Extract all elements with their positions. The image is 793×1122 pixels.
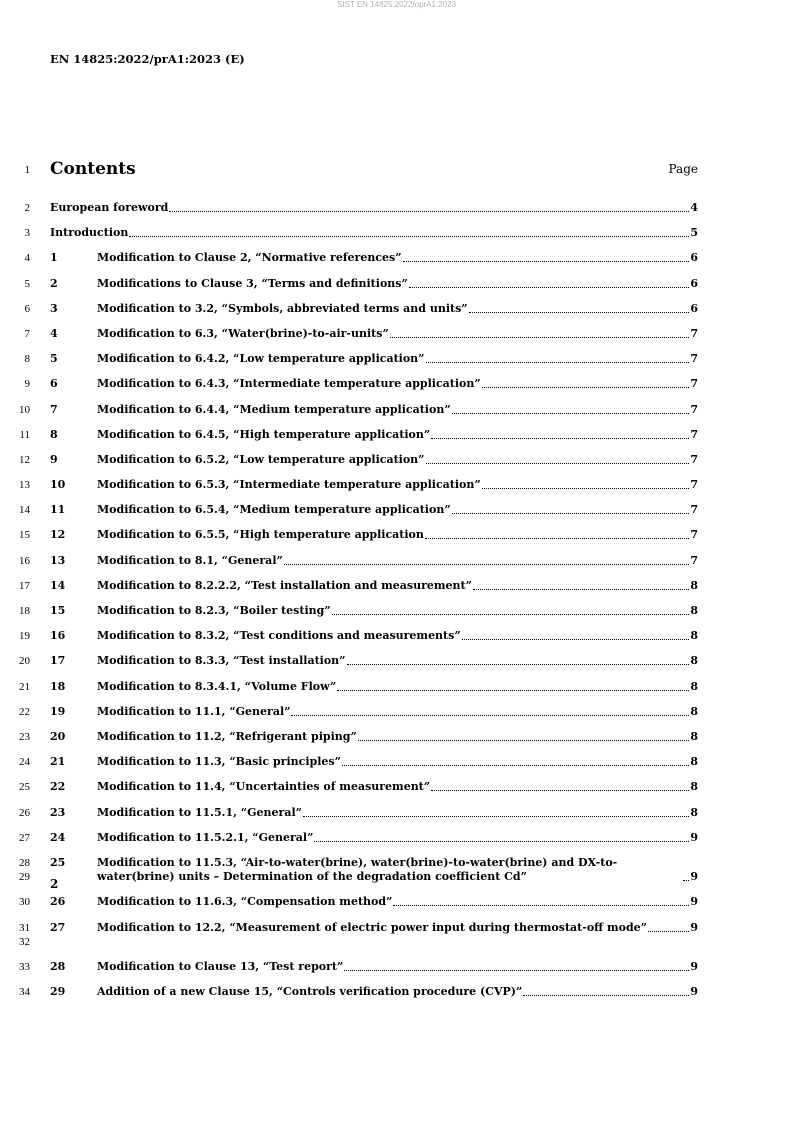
toc-page-number: 8 [690, 729, 698, 743]
toc-entry[interactable] [0, 296, 793, 321]
toc-entry-body [97, 277, 698, 291]
toc-clause-number: 12 [50, 528, 66, 542]
toc-page-number: 8 [690, 805, 698, 819]
toc-entry[interactable] [0, 397, 793, 422]
line-number: 31 [19, 921, 30, 934]
toc-clause-number: 22 [50, 780, 66, 794]
dot-leader [426, 354, 690, 363]
toc-page-number: 7 [690, 402, 698, 416]
toc-entry[interactable] [0, 915, 793, 955]
page-number: 2 [50, 877, 59, 891]
toc-clause-number: 23 [50, 805, 66, 819]
toc-entry[interactable] [0, 979, 793, 1004]
dot-leader [409, 279, 690, 288]
line-number: 20 [19, 655, 30, 668]
toc-entry[interactable] [0, 699, 793, 724]
toc-page-number: 6 [690, 301, 698, 315]
toc-entry-title: Modification to 6.5.2, “Low temperature application” [97, 452, 425, 466]
toc-page-number: 9 [690, 830, 698, 844]
toc-clause-number: 28 [50, 960, 66, 974]
line-number: 11 [19, 428, 30, 441]
toc-entry-title: Modification to 11.5.2.1, “General” [97, 830, 314, 844]
dot-leader [523, 987, 689, 996]
toc-entry-body [50, 226, 698, 240]
dot-leader [452, 405, 690, 414]
dot-leader [332, 606, 690, 615]
line-number: 9 [24, 378, 30, 391]
toc-entry-body [97, 629, 698, 643]
toc-entry-body [50, 201, 698, 215]
line-number: 10 [19, 403, 30, 416]
toc-clause-number: 29 [50, 985, 66, 999]
toc-clause-number: 21 [50, 755, 66, 769]
toc-page-number: 7 [690, 503, 698, 517]
toc-entry-body [97, 806, 698, 820]
toc-clause-number: 2 [50, 276, 58, 290]
toc-clause-number: 4 [50, 326, 58, 340]
line-number: 3 [24, 227, 30, 240]
toc-entry-title: Modification to 11.3, “Basic principles” [97, 755, 341, 769]
toc-entry-body [97, 478, 698, 492]
toc-clause-number: 14 [50, 578, 66, 592]
toc-entry-body [97, 780, 698, 794]
toc-entry[interactable] [0, 774, 793, 799]
toc-entry-body [97, 856, 698, 884]
dot-leader [683, 872, 689, 881]
dot-leader [482, 480, 690, 489]
toc-page-number: 6 [690, 251, 698, 265]
toc-entry-title: Modification to 8.3.3, “Test installation” [97, 654, 346, 668]
table-of-contents [0, 195, 793, 1004]
toc-page-number: 7 [690, 352, 698, 366]
toc-page-number: 4 [690, 201, 698, 214]
line-number: 16 [19, 554, 30, 567]
toc-page-number: 8 [690, 780, 698, 794]
toc-entry[interactable] [0, 889, 793, 914]
toc-entry-body [97, 302, 698, 316]
toc-entry[interactable] [0, 271, 793, 296]
document-id: EN 14825:2022/prA1:2023 (E) [50, 52, 245, 66]
toc-entry-body [97, 604, 698, 618]
toc-entry[interactable] [0, 850, 793, 890]
toc-clause-number: 20 [50, 729, 66, 743]
toc-entry-title: Modification to 11.5.3, “Air-to-water(brine), water(brine)-to-water(brine) and DX-to-water(brine) units – Determination of the degradation coefficient Cd” [97, 855, 618, 883]
dot-leader [425, 530, 689, 539]
toc-entry-title: Modification to 6.4.3, “Intermediate temperature application” [97, 377, 481, 391]
toc-entry[interactable] [0, 497, 793, 522]
toc-page-number: 8 [690, 654, 698, 668]
dot-leader [314, 833, 689, 842]
toc-entry-title: Modification to 8.1, “General” [97, 553, 283, 567]
line-number: 30 [19, 896, 30, 909]
toc-clause-number: 11 [50, 503, 66, 517]
dot-leader [482, 379, 690, 388]
toc-entry-body [97, 579, 698, 593]
line-number: 28 [19, 856, 30, 869]
line-number: 1 [24, 164, 30, 176]
toc-clause-number: 25 [50, 855, 66, 869]
dot-leader [291, 707, 689, 716]
dot-leader [390, 329, 690, 338]
toc-page-number: 7 [690, 377, 698, 391]
watermark: SIST EN 14825:2022/oprA1:2023 [336, 0, 457, 9]
toc-entry-title: Modifications to Clause 3, “Terms and definitions” [97, 276, 408, 290]
toc-page-number: 9 [690, 920, 698, 934]
toc-entry[interactable] [0, 648, 793, 673]
dot-leader [452, 505, 690, 514]
line-number: 32 [19, 935, 30, 948]
toc-page-number: 7 [690, 478, 698, 492]
toc-entry[interactable] [0, 724, 793, 749]
line-number: 19 [19, 630, 30, 643]
line-number: 13 [19, 479, 30, 492]
line-number: 14 [19, 504, 30, 517]
toc-clause-number: 18 [50, 679, 66, 693]
toc-entry-title: Modification to Clause 13, “Test report” [97, 960, 344, 974]
line-number: 24 [19, 756, 30, 769]
toc-entry-body [97, 327, 698, 341]
contents-title: Contents [50, 159, 136, 179]
toc-page-number: 7 [690, 326, 698, 340]
dot-leader [431, 782, 689, 791]
toc-entry[interactable] [0, 623, 793, 648]
line-number: 12 [19, 453, 30, 466]
dot-leader [342, 757, 689, 766]
line-number: 29 [19, 870, 30, 883]
dot-leader [344, 962, 689, 971]
toc-clause-number: 24 [50, 830, 66, 844]
toc-entry-body [97, 251, 698, 265]
toc-entry[interactable] [0, 954, 793, 979]
toc-clause-number: 16 [50, 629, 66, 643]
toc-clause-number: 27 [50, 920, 66, 934]
toc-entry-title: Modification to 8.2.2.2, “Test installation and measurement” [97, 578, 472, 592]
dot-leader [129, 228, 689, 237]
dot-leader [393, 897, 689, 906]
dot-leader [473, 581, 689, 590]
line-number: 25 [19, 781, 30, 794]
toc-clause-number: 8 [50, 427, 58, 441]
toc-entry[interactable] [0, 598, 793, 623]
toc-entry-title: Modification to 6.4.5, “High temperature application” [97, 427, 431, 441]
toc-entry-title: Modification to 11.2, “Refrigerant piping” [97, 729, 357, 743]
toc-page-number: 7 [690, 452, 698, 466]
page-column-label: Page [668, 162, 698, 176]
toc-page-number: 6 [690, 276, 698, 290]
toc-page-number: 9 [690, 960, 698, 974]
dot-leader [648, 923, 689, 932]
toc-entry-body [97, 377, 698, 391]
toc-clause-number: 5 [50, 352, 58, 366]
toc-entry[interactable] [0, 573, 793, 598]
line-number: 7 [24, 327, 30, 340]
toc-entry[interactable] [0, 522, 793, 547]
toc-entry-body [97, 680, 698, 694]
line-number: 21 [19, 680, 30, 693]
toc-entry-title: European foreword [50, 201, 169, 214]
toc-entry-body [97, 921, 698, 935]
line-number: 15 [19, 529, 30, 542]
toc-entry-title: Modification to 12.2, “Measurement of electric power input during thermostat-off mode” [97, 920, 648, 934]
line-number: 23 [19, 730, 30, 743]
dot-leader [403, 253, 690, 262]
dot-leader [337, 682, 689, 691]
dot-leader [347, 656, 690, 665]
toc-entry-title: Modification to 3.2, “Symbols, abbreviated terms and units” [97, 301, 468, 315]
toc-page-number: 9 [690, 985, 698, 999]
line-number: 4 [24, 252, 30, 265]
toc-entry-title: Modification to 6.3, “Water(brine)-to-air-units” [97, 326, 389, 340]
toc-entry-body [97, 985, 698, 999]
toc-entry-title: Modification to 8.2.3, “Boiler testing” [97, 604, 331, 617]
toc-clause-number: 13 [50, 553, 66, 567]
toc-entry-body [97, 831, 698, 845]
toc-page-number: 8 [690, 679, 698, 693]
toc-entry-title: Modification to 11.4, “Uncertainties of measurement” [97, 780, 431, 794]
toc-entry-body [97, 705, 698, 719]
toc-clause-number: 19 [50, 704, 66, 718]
toc-entry-body [97, 654, 698, 668]
toc-entry-title: Modification to 8.3.4.1, “Volume Flow” [97, 679, 337, 693]
line-number: 34 [19, 986, 30, 999]
toc-entry-body [97, 352, 698, 366]
line-number: 8 [24, 353, 30, 366]
toc-entry-title: Modification to Clause 2, “Normative references” [97, 251, 402, 265]
dot-leader [426, 455, 690, 464]
toc-page-number: 8 [690, 704, 698, 718]
toc-clause-number: 17 [50, 654, 66, 668]
dot-leader [358, 732, 690, 741]
toc-entry-title: Modification to 6.5.5, “High temperature application [97, 528, 424, 542]
toc-entry[interactable] [0, 548, 793, 573]
line-number: 27 [19, 831, 30, 844]
line-number: 26 [19, 806, 30, 819]
toc-page-number: 7 [690, 528, 698, 542]
toc-entry[interactable] [0, 371, 793, 396]
toc-entry[interactable] [0, 800, 793, 825]
toc-entry-body [97, 428, 698, 442]
toc-entry-title: Modification to 6.5.3, “Intermediate temperature application” [97, 478, 481, 492]
toc-page-number: 7 [690, 553, 698, 567]
toc-entry-body [97, 554, 698, 568]
line-number: 5 [24, 277, 30, 290]
line-number: 2 [24, 202, 30, 214]
toc-entry-title: Addition of a new Clause 15, “Controls verification procedure (CVP)” [97, 985, 523, 999]
toc-entry-body [97, 730, 698, 744]
toc-entry-title: Modification to 11.1, “General” [97, 704, 291, 718]
toc-page-number: 8 [690, 755, 698, 769]
line-number: 22 [19, 705, 30, 718]
toc-clause-number: 10 [50, 478, 66, 492]
toc-page-number: 8 [690, 578, 698, 592]
dot-leader [469, 304, 690, 313]
toc-entry-body [97, 895, 698, 909]
dot-leader [462, 631, 690, 640]
toc-entry-body [97, 528, 698, 542]
line-number: 18 [19, 605, 30, 617]
toc-clause-number: 3 [50, 301, 58, 315]
dot-leader [431, 430, 689, 439]
toc-entry[interactable] [0, 346, 793, 371]
toc-page-number: 9 [690, 869, 698, 883]
line-number: 6 [24, 302, 30, 315]
toc-entry-title: Introduction [50, 226, 129, 240]
toc-entry-title: Modification to 11.6.3, “Compensation method” [97, 895, 393, 909]
toc-entry-title: Modification to 6.4.2, “Low temperature application” [97, 352, 425, 366]
dot-leader [169, 203, 689, 212]
toc-entry-title: Modification to 6.5.4, “Medium temperature application” [97, 503, 451, 517]
toc-entry-title: Modification to 11.5.1, “General” [97, 805, 302, 819]
toc-entry-title: Modification to 6.4.4, “Medium temperature application” [97, 402, 451, 416]
toc-clause-number: 1 [50, 251, 58, 265]
toc-entry[interactable] [0, 749, 793, 774]
toc-entry-body [97, 403, 698, 417]
toc-page-number: 7 [690, 427, 698, 441]
line-number: 17 [19, 579, 30, 592]
toc-page-number: 5 [690, 226, 698, 240]
line-number: 33 [19, 961, 30, 974]
toc-entry-body [97, 960, 698, 974]
dot-leader [284, 556, 690, 565]
toc-entry-title: Modification to 8.3.2, “Test conditions and measurements” [97, 629, 461, 643]
toc-entry[interactable] [0, 245, 793, 270]
toc-entry[interactable] [0, 220, 793, 245]
toc-entry-body [97, 453, 698, 467]
toc-page-number: 8 [690, 604, 698, 617]
toc-entry[interactable] [0, 825, 793, 850]
toc-entry-body [97, 755, 698, 769]
toc-entry[interactable] [0, 422, 793, 447]
toc-clause-number: 9 [50, 452, 58, 466]
contents-heading-row [0, 158, 793, 180]
toc-entry[interactable] [0, 674, 793, 699]
toc-entry[interactable] [0, 472, 793, 497]
toc-clause-number: 15 [50, 604, 66, 617]
toc-entry[interactable] [0, 321, 793, 346]
dot-leader [303, 808, 689, 817]
toc-clause-number: 26 [50, 895, 66, 909]
toc-entry[interactable] [0, 195, 793, 220]
toc-clause-number: 6 [50, 377, 58, 391]
toc-page-number: 8 [690, 629, 698, 643]
toc-page-number: 9 [690, 895, 698, 909]
toc-clause-number: 7 [50, 402, 58, 416]
toc-entry-body [97, 503, 698, 517]
toc-entry[interactable] [0, 447, 793, 472]
